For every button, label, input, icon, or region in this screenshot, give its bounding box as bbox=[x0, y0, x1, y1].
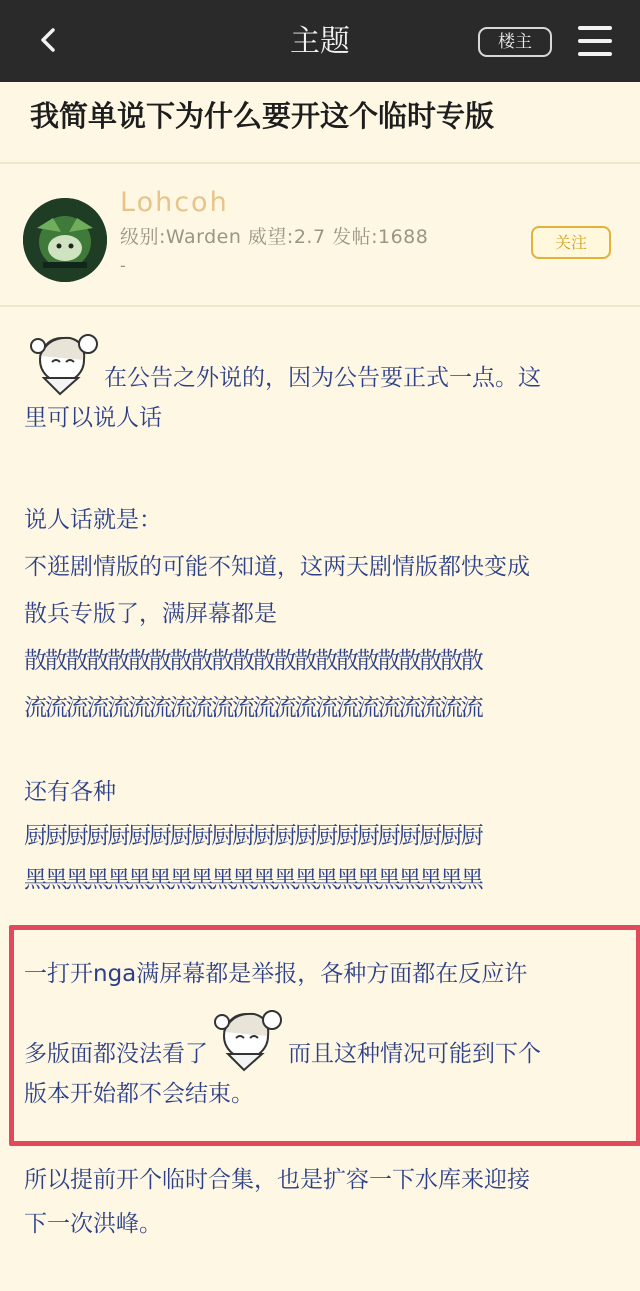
divider bbox=[0, 305, 640, 307]
post-text: 一打开nga满屏幕都是举报，各种方面都在反应许 bbox=[24, 961, 528, 987]
only-op-button[interactable]: 楼主 bbox=[478, 27, 552, 57]
post-text: 流流流流流流流流流流流流流流流流流流流流流流 bbox=[24, 695, 482, 721]
post-text: 所以提前开个临时合集，也是扩容一下水库来迎接 bbox=[24, 1167, 530, 1193]
thread-title: 我简单说下为什么要开这个临时专版 bbox=[30, 99, 495, 133]
author-name[interactable]: Lohcoh bbox=[120, 187, 229, 218]
post-text: 散散散散散散散散散散散散散散散散散散散散散散 bbox=[24, 648, 482, 674]
page-title: 主题 bbox=[290, 24, 350, 59]
post-text: 不逛剧情版的可能不知道，这两天剧情版都快变成 bbox=[24, 554, 530, 580]
post-text: 而且这种情况可能到下个 bbox=[288, 1041, 541, 1067]
top-bar bbox=[0, 0, 640, 82]
avatar-image bbox=[23, 198, 107, 282]
divider bbox=[0, 162, 640, 164]
sticker-girl-icon bbox=[24, 328, 104, 398]
post-text: 黑黑黑黑黑黑黑黑黑黑黑黑黑黑黑黑黑黑黑黑黑黑 bbox=[24, 867, 482, 893]
post-paragraph-4 bbox=[24, 954, 620, 1120]
post-text: 多版面都没法看了 bbox=[24, 1041, 208, 1067]
post-paragraph-1 bbox=[24, 326, 620, 438]
sticker-girl-icon bbox=[208, 1004, 288, 1074]
post-text: 还有各种 bbox=[24, 779, 116, 805]
post-text: 说人话就是： bbox=[24, 507, 162, 533]
post-text: 里可以说人话 bbox=[24, 405, 162, 431]
author-stats: 级别:Warden 威望:2.7 发帖:1688 bbox=[120, 226, 429, 248]
post-paragraph-2 bbox=[24, 500, 620, 735]
author-extra: - bbox=[120, 256, 126, 275]
post-text: 厨厨厨厨厨厨厨厨厨厨厨厨厨厨厨厨厨厨厨厨厨厨 bbox=[24, 823, 482, 849]
post-paragraph-5 bbox=[24, 1160, 620, 1248]
post-text: 散兵专版了，满屏幕都是 bbox=[24, 601, 277, 627]
post-text: 在公告之外说的，因为公告要正式一点。这 bbox=[104, 365, 541, 391]
post-paragraph-3 bbox=[24, 772, 620, 904]
avatar[interactable] bbox=[23, 198, 107, 282]
post-text: 下一次洪峰。 bbox=[24, 1211, 162, 1237]
post-text: 版本开始都不会结束。 bbox=[24, 1081, 254, 1107]
menu-icon[interactable] bbox=[578, 24, 614, 58]
follow-button[interactable]: 关注 bbox=[531, 226, 611, 259]
